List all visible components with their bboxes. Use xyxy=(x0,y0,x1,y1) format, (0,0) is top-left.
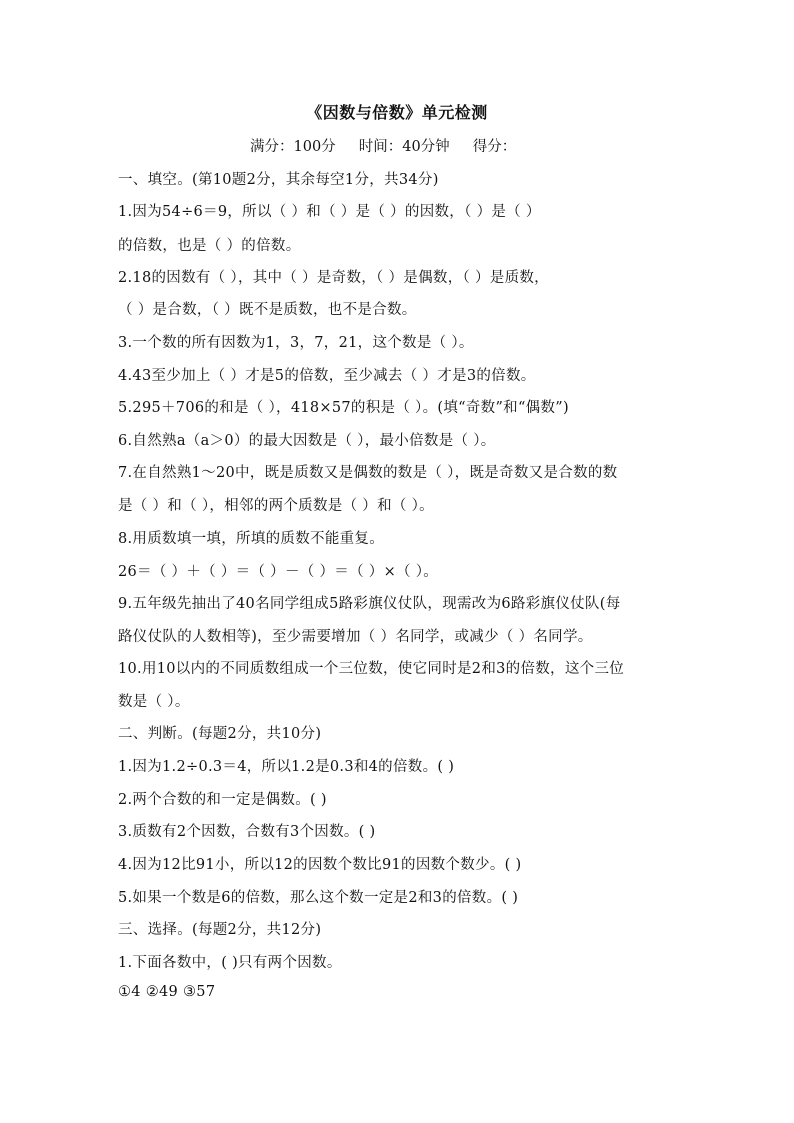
question-line: 路仪仗队的人数相等)，至少需要增加（ ）名同学，或减少（ ）名同学。 xyxy=(118,629,593,645)
question-line: 4.43至少加上（ ）才是5的倍数，至少减去（ ）才是3的倍数。 xyxy=(118,368,536,384)
question-line: （ ）是合数，（ ）既不是质数，也不是合数。 xyxy=(118,302,417,318)
section-heading-judge: 二、判断。(每题2分，共10分) xyxy=(118,726,322,742)
question-line: 7.在自然熟1～20中，既是质数又是偶数的数是（ ），既是奇数又是合数的数 xyxy=(118,465,618,481)
doc-title: 《因数与倍数》单元检测 xyxy=(306,103,488,122)
question-line: 2.两个合数的和一定是偶数。( ) xyxy=(118,792,327,808)
question-line: 9.五年级先抽出了40名同学组成5路彩旗仪仗队，现需改为6路彩旗仪仗队(每 xyxy=(118,596,621,612)
question-line: 5.如果一个数是6的倍数，那么这个数一定是2和3的倍数。( ) xyxy=(118,890,519,906)
question-line: 26＝（ ）＋（ ）＝（ ）－（ ）＝（ ）×（ ）。 xyxy=(118,564,439,580)
question-line: 4.因为12比91小，所以12的因数个数比91的因数个数少。( ) xyxy=(118,857,522,873)
question-line: 1.因为1.2÷0.3＝4，所以1.2是0.3和4的倍数。( ) xyxy=(118,759,455,775)
section-heading-fill-blank: 一、填空。(第10题2分，其余每空1分，共34分) xyxy=(118,172,439,188)
question-line: 的倍数，也是（ ）的倍数。 xyxy=(118,238,301,254)
question-line: 10.用10以内的不同质数组成一个三位数，使它同时是2和3的倍数，这个三位 xyxy=(118,661,625,677)
choice-options: ①4 ②49 ③57 xyxy=(118,984,216,1000)
score-line: 满分：100分 时间：40分钟 得分： xyxy=(250,139,517,155)
question-line: 1.下面各数中，( )只有两个因数。 xyxy=(118,955,342,971)
question-line: 1.因为54÷6＝9，所以（ ）和（ ）是（ ）的因数，（ ）是（ ） xyxy=(118,204,541,220)
question-line: 6.自然熟a（a＞0）的最大因数是（ ），最小倍数是（ ）。 xyxy=(118,433,496,449)
section-heading-choice: 三、选择。(每题2分，共12分) xyxy=(118,922,322,938)
question-line: 3.一个数的所有因数为1，3，7，21，这个数是（ ）。 xyxy=(118,335,474,351)
question-line: 5.295＋706的和是（ ），418×57的积是（ ）。(填“奇数”和“偶数”) xyxy=(118,400,569,416)
question-line: 8.用质数填一填，所填的质数不能重复。 xyxy=(118,531,385,547)
question-line: 3.质数有2个因数，合数有3个因数。( ) xyxy=(118,824,376,840)
question-line: 2.18的因数有（ ），其中（ ）是奇数，（ ）是偶数，（ ）是质数， xyxy=(118,270,549,286)
question-line: 数是（ ）。 xyxy=(118,694,190,710)
question-line: 是（ ）和（ ），相邻的两个质数是（ ）和（ ）。 xyxy=(118,498,434,514)
